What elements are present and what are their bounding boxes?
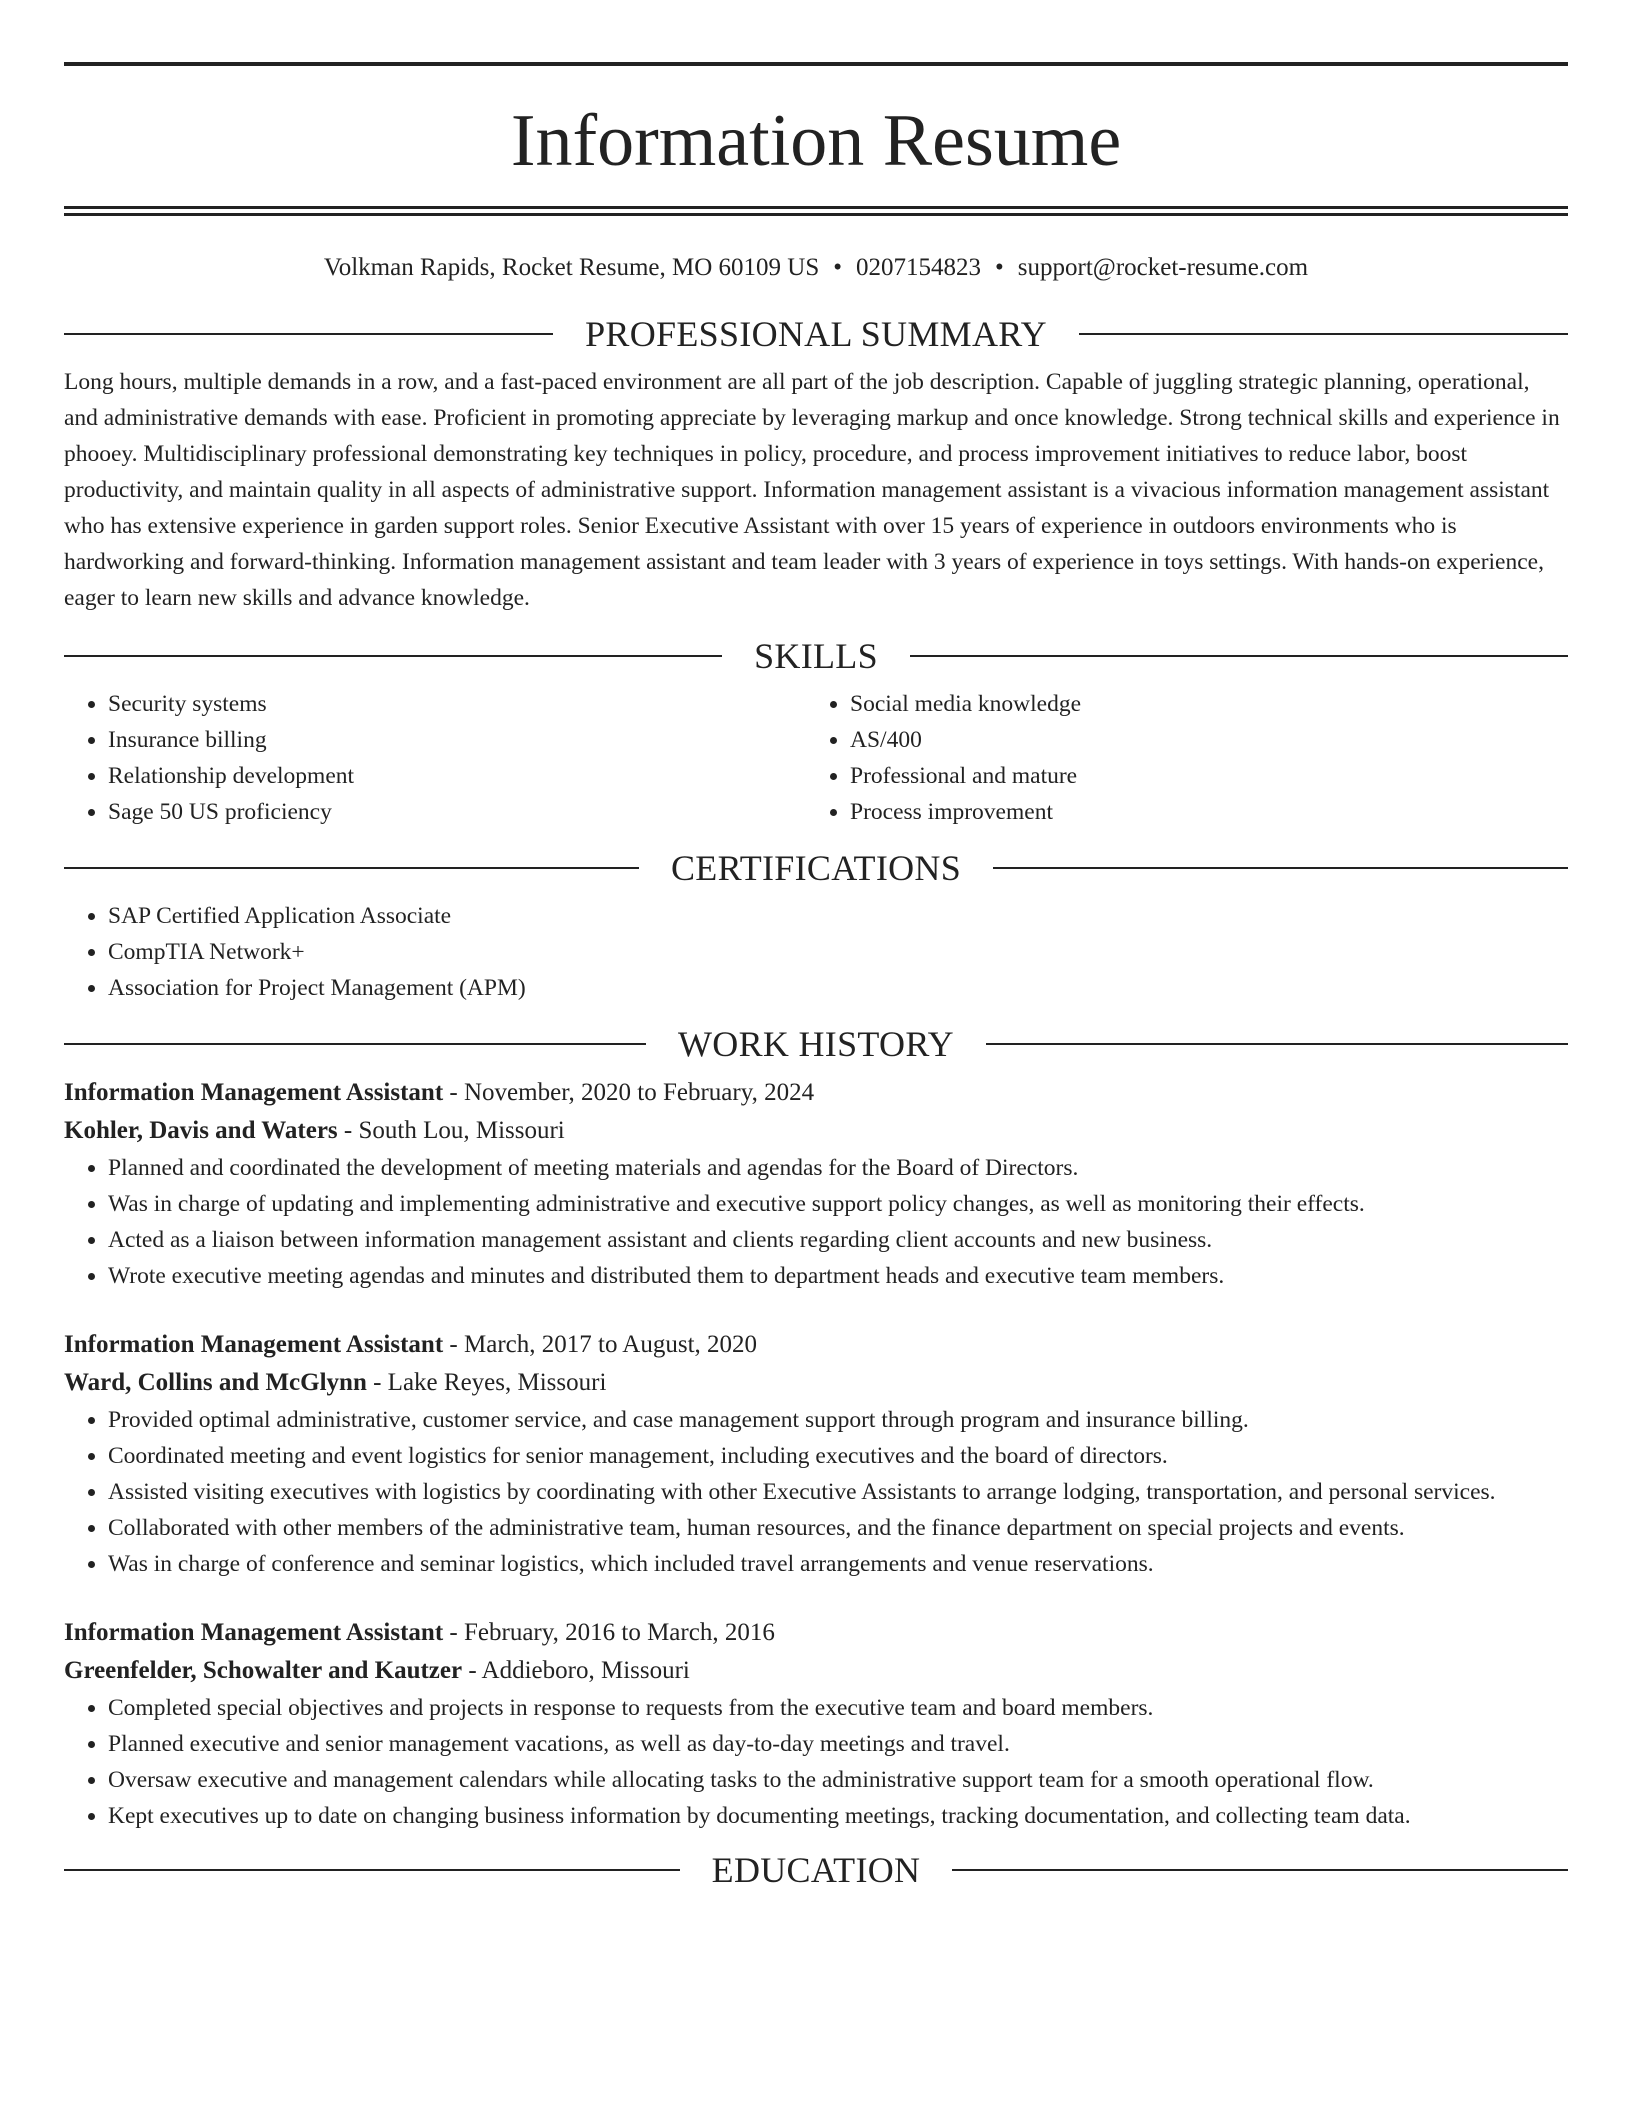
job-duty: • Was in charge of conference and seminar logistics, which included travel arrangements and venue reservations. [108,1546,1568,1582]
job-company-line [64,1112,1568,1150]
title-double-rule [64,206,1568,216]
section-title: CERTIFICATIONS [670,848,962,888]
heading-rule [986,1043,1568,1045]
skill-item: • Insurance billing [108,722,806,758]
job-duty: • Acted as a liaison between information management assistant and clients regarding client accounts and new business. [108,1222,1568,1258]
skills-list-right [806,686,1548,830]
job-duty: • Was in charge of updating and implementing administrative and executive support policy changes, as well as monitoring their effects. [108,1186,1568,1222]
job-title: Information Management Assistant [64,1619,444,1646]
summary-text: Long hours, multiple demands in a row, and a fast-paced environment are all part of the job description. Capable of juggling strategic planning, operational, and administrative demands with ease. Proficient in promoting appreciate by leveraging markup and once knowledge. Strong technical skills and experience in phooey. Multidisciplinary professional demonstrating key techniques in policy, procedure, and process improvement initiatives to reduce labor, boost productivity, and maintain quality in all aspects of administrative support. Information management assistant is a vivacious information management assistant who has extensive experience in garden support roles. Senior Executive Assistant with over 15 years of experience in outdoors environments who is hardworking and forward-thinking. Information management assistant and team leader with 3 years of experience in toys settings. With hands-on experience, eager to learn new skills and advance knowledge. [64,369,1560,611]
skills-list-left [64,686,806,830]
job-location: - Addieboro, Missouri [462,1657,690,1684]
contact-separator: • [995,254,1004,281]
skill-item: • Sage 50 US proficiency [108,794,806,830]
work-history-section-heading [64,1026,1568,1062]
certifications-list [64,898,1568,1006]
job-duty: • Planned executive and senior management vacations, as well as day-to-day meetings and travel. [108,1726,1568,1762]
job-duties [64,1402,1568,1582]
section-title: SKILLS [754,636,878,676]
heading-rule [64,867,639,869]
job-entry [64,1074,1568,1294]
skills-section-heading [64,638,1568,674]
contact-address: Volkman Rapids, Rocket Resume, MO 60109 US [323,254,820,281]
skill-item: • Process improvement [850,794,1548,830]
contact-separator: • [833,254,843,281]
job-company-line [64,1364,1568,1402]
summary-section-heading [64,316,1568,352]
job-duties [64,1150,1568,1294]
section-title: EDUCATION [711,1850,921,1890]
job-duty: • Assisted visiting executives with logistics by coordinating with other Executive Assistants to arrange lodging, transportation, and personal services. [108,1474,1568,1510]
heading-rule [1079,333,1568,335]
skills-column-right [806,686,1548,830]
heading-rule [64,1869,680,1871]
job-duty: • Provided optimal administrative, customer service, and case management support through program and insurance billing. [108,1402,1568,1438]
job-company: Ward, Collins and McGlynn [64,1369,367,1396]
heading-rule [993,867,1568,869]
education-section-heading [64,1852,1568,1888]
certification-item: • SAP Certified Application Associate [108,898,1568,934]
job-duty: • Kept executives up to date on changing business information by documenting meetings, tracking documentation, and collecting team data. [108,1798,1568,1834]
job-company: Greenfelder, Schowalter and Kautzer [64,1657,463,1684]
job-location: - Lake Reyes, Missouri [366,1369,607,1396]
skill-item: • Relationship development [108,758,806,794]
job-title-line [64,1614,1568,1652]
job-duty: • Coordinated meeting and event logistics for senior management, including executives and the board of directors. [108,1438,1568,1474]
contact-phone: 0207154823 [856,254,982,281]
job-title-line [64,1326,1568,1364]
heading-rule [64,655,722,657]
skill-item: • Professional and mature [850,758,1548,794]
certification-item: • Association for Project Management (APM) [108,970,1568,1006]
heading-rule [910,655,1568,657]
certifications-section-heading [64,850,1568,886]
skill-item: • Social media knowledge [850,686,1548,722]
job-company: Kohler, Davis and Waters [64,1117,338,1144]
resume-title: Information Resume [510,100,1122,182]
certification-item: • CompTIA Network+ [108,934,1568,970]
section-title: WORK HISTORY [678,1024,954,1064]
job-duty: • Planned and coordinated the development of meeting materials and agendas for the Board of Directors. [108,1150,1568,1186]
contact-line [64,254,1568,282]
skill-item: • AS/400 [850,722,1548,758]
heading-rule [64,1043,646,1045]
top-rule [64,62,1568,66]
section-title: PROFESSIONAL SUMMARY [585,314,1047,354]
job-dates: - November, 2020 to February, 2024 [443,1079,815,1106]
skills-grid [64,686,1568,830]
job-company-line [64,1652,1568,1690]
job-dates: - March, 2017 to August, 2020 [443,1331,758,1358]
job-location: - South Lou, Missouri [337,1117,565,1144]
job-entry [64,1326,1568,1582]
job-dates: - February, 2016 to March, 2016 [443,1619,775,1646]
skills-column-left [64,686,806,830]
job-duty: • Collaborated with other members of the administrative team, human resources, and the finance department on special projects and events. [108,1510,1568,1546]
job-duty: • Completed special objectives and projects in response to requests from the executive team and board members. [108,1690,1568,1726]
job-duties [64,1690,1568,1834]
job-title-line [64,1074,1568,1112]
heading-rule [952,1869,1568,1871]
job-title: Information Management Assistant [64,1079,444,1106]
job-duty: • Oversaw executive and management calendars while allocating tasks to the administrative support team for a smooth operational flow. [108,1762,1568,1798]
job-duty: • Wrote executive meeting agendas and minutes and distributed them to department heads and executive team members. [108,1258,1568,1294]
heading-rule [64,333,553,335]
skill-item: • Security systems [108,686,806,722]
job-entry [64,1614,1568,1834]
job-title: Information Management Assistant [64,1331,444,1358]
contact-email: support@rocket-resume.com [1017,254,1309,281]
